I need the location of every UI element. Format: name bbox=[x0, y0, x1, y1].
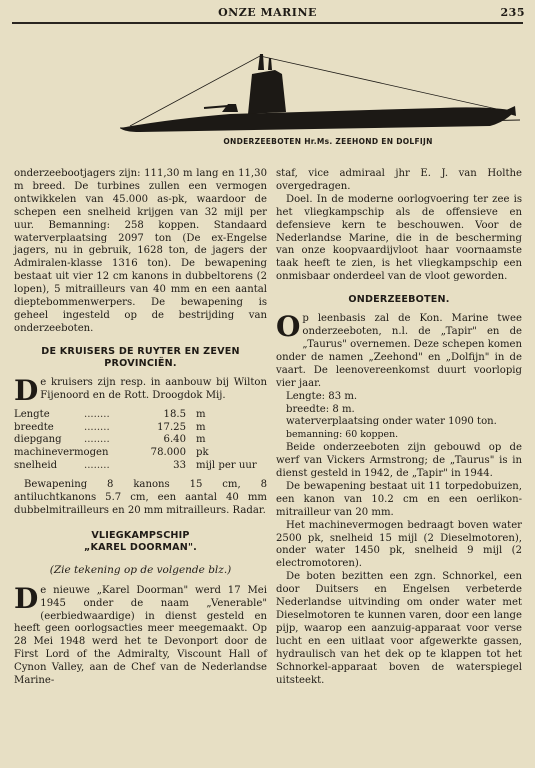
kruisers-paragraph bbox=[14, 373, 267, 407]
spec-row bbox=[14, 447, 267, 460]
spec-unit: m bbox=[196, 434, 206, 446]
armament-paragraph: Bewapening 8 kanons 15 cm, 8 antiluchtkanons 5.7 cm, een aantal 40 mm dubbelmitrailleurs en 20 mm mitrailleurs. Radar. bbox=[14, 479, 267, 516]
spec-dots: ........ bbox=[84, 408, 110, 420]
spec-label: machinevermogen bbox=[14, 447, 109, 459]
spec-row bbox=[14, 460, 267, 473]
doel-paragraph: Doel. In de moderne oorlogvoering ter zee is het vliegkampschip als de offensieve en defensieve kern te beschouwen. Voor de Nederlandse Marine, die in de bescherming van onze koopvaardijvloot haar voornaamste taak heeft te zien, is het vliegkampschip een onmisbaar onderdeel van de vloot geworden. bbox=[276, 193, 522, 283]
spec-value: 17.25 bbox=[157, 421, 186, 433]
reference-note: (Zie tekening op de volgende blz.) bbox=[49, 563, 232, 576]
running-header bbox=[10, 6, 525, 22]
spec-value: 6.40 bbox=[163, 434, 186, 446]
drop-capital: D bbox=[14, 581, 39, 615]
right-intro-paragraph: staf, vice admiraal jhr E. J. van Holthe overgedragen. bbox=[276, 168, 522, 192]
spec-value: 33 bbox=[173, 460, 186, 472]
spec-label: snelheid bbox=[14, 460, 58, 472]
left-intro-paragraph: onderzeebootjagers zijn: 111,30 m lang en 11,30 m breed. De turbines zullen een vermogen ontwikkelen van 45.000 as-pk, waardoor de schepen een snelheid krijgen van 32 mijl per uur. Bemanning: 258 koppen. Standaard waterverplaatsing 2097 ton (De ex-Engelse jagers, nu in gebruik, 1628 ton, de jagers der Admiralen-klasse 1316 ton). De bewapening bestaat uit vier 12 cm kanons in dubbeltorens (2 lopen), 5 mitrailleurs van 40 mm en een aantal dieptebommenwerpers. De bewapening is geheel ingesteld op de bestrijding van onderzeeboten. bbox=[14, 168, 267, 334]
spec-breedte: breedte: 8 m. bbox=[286, 403, 355, 415]
spec-unit: pk bbox=[196, 447, 209, 459]
running-title: ONZE MARINE bbox=[218, 6, 317, 19]
left-column bbox=[14, 168, 267, 688]
spec-unit: m bbox=[196, 421, 206, 433]
spec-dots: ........ bbox=[84, 460, 110, 472]
spec-bemanning: bemanning: 60 koppen. bbox=[286, 429, 399, 441]
spec-row bbox=[14, 434, 267, 447]
onderzeeboten-text: p leenbasis zal de Kon. Marine twee onderzeeboten, n.l. de „Tapir" en de „Taurus" overnemen. Deze schepen komen onder de namen „Zeehond" en „Dolfijn" in de vaart. De leenovereenkomst duurt voorlopig vier jaar. bbox=[276, 313, 522, 389]
schnorkel-paragraph: De boten bezitten een zgn. Schnorkel, een door Duitsers en Engelsen verbeterde Nederlandse uitvinding om onder water met Dieselmotoren te kunnen varen, door een lange pijp, waarop een aanzuig-apparaat voor verse lucht en een uitlaat voor afgewerkte gassen, hydraulisch van het dek op te klappen tot het Schnorkel-apparaat boven de waterspiegel uitsteekt. bbox=[276, 571, 522, 686]
spec-label: diepgang bbox=[14, 434, 62, 446]
spec-label: breedte bbox=[14, 421, 54, 433]
karel-doorman-text: e nieuwe „Karel Doorman" werd 17 Mei 1945 onder de naam „Venerable" (eerbiedwaardige) in dienst gesteld en heeft geen oorlogsacties meer meegemaakt. Op 28 Mei 1948 werd het te Devonport door de First Lord of the Admiralty, Viscount Hall of Cynon Valley, aan de Chef van de Nederlandse Marine- bbox=[14, 584, 267, 687]
spec-unit: m bbox=[196, 408, 206, 420]
vickers-paragraph: Beide onderzeeboten zijn gebouwd op de werf van Vickers Armstrong; de „Taurus" is in dienst gesteld in 1942, de „Tapir" in 1944. bbox=[276, 442, 522, 480]
section-heading-karel-doorman: „KAREL DOORMAN". bbox=[83, 541, 198, 553]
drop-capital: D bbox=[14, 373, 39, 407]
right-column bbox=[276, 168, 522, 687]
drop-capital: O bbox=[276, 310, 301, 344]
spec-label: Lengte bbox=[14, 408, 50, 420]
section-heading-kruisers: DE KRUISERS DE RUYTER EN ZEVEN PROVINCIËN. bbox=[41, 345, 240, 369]
karel-doorman-paragraph bbox=[14, 581, 267, 688]
onderzeeboten-paragraph bbox=[276, 310, 522, 390]
kruisers-text: e kruisers zijn resp. in aanbouw bij Wilton Fijenoord en de Rott. Droogdok Mij. bbox=[40, 376, 267, 401]
spec-row bbox=[14, 422, 267, 435]
section-heading-onderzeeboten: ONDERZEEBOTEN. bbox=[348, 294, 450, 306]
spec-dots: ........ bbox=[84, 434, 110, 446]
spec-waterverplaatsing: waterverplaatsing onder water 1090 ton. bbox=[286, 416, 497, 428]
spec-dots: ........ bbox=[84, 421, 110, 433]
page-number: 235 bbox=[500, 6, 525, 19]
spec-unit: mijl per uur bbox=[196, 460, 257, 472]
header-rule bbox=[12, 22, 523, 24]
spec-value: 18.5 bbox=[163, 408, 186, 420]
spec-table bbox=[14, 409, 267, 474]
spec-lengte: Lengte: 83 m. bbox=[286, 390, 358, 402]
spec-value: 78.000 bbox=[150, 447, 186, 459]
illustration-caption: ONDERZEEBOTEN Hr.Ms. ZEEHOND EN DOLFIJN bbox=[223, 137, 433, 146]
section-heading-vliegkampschip: VLIEGKAMPSCHIP bbox=[91, 529, 190, 541]
spec-row bbox=[14, 409, 267, 422]
bewapening-paragraph: De bewapening bestaat uit 11 torpedobuizen, een kanon van 10.2 cm en een oerlikon-mitrailleur van 20 mm. bbox=[276, 480, 522, 518]
machinevermogen-paragraph: Het machinevermogen bedraagt boven water 2500 pk, snelheid 15 mijl (2 Dieselmotoren), onder water 1450 pk, snelheid 9 mijl (2 electromotoren). bbox=[276, 519, 522, 570]
